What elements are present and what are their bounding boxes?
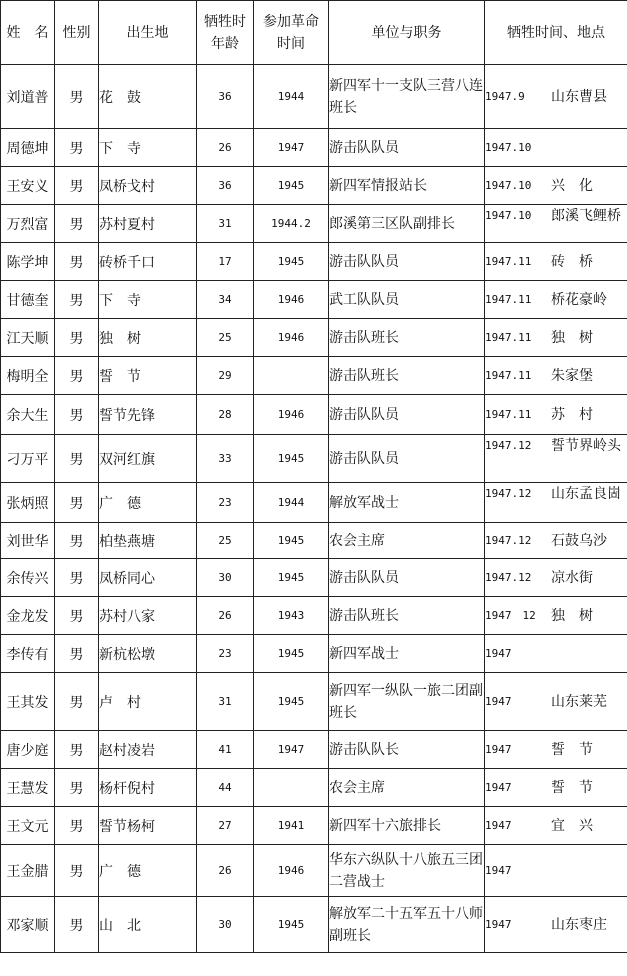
cell-join: 1945 — [254, 435, 329, 483]
death-time: 1947.10 — [485, 178, 532, 192]
table-row — [1, 243, 627, 281]
cell-join: 1941 — [254, 807, 329, 845]
cell-name: 王其发 — [1, 673, 55, 731]
cell-join: 1947 — [254, 129, 329, 167]
cell-death — [485, 435, 627, 483]
cell-join — [254, 357, 329, 395]
cell-sex: 男 — [55, 319, 99, 357]
table-row — [1, 523, 627, 559]
cell-unit: 郎溪第三区队副排长 — [329, 205, 485, 243]
cell-birthplace: 誓节先锋 — [99, 395, 197, 435]
death-place: 山东曹县 — [551, 88, 607, 105]
cell-age: 36 — [197, 167, 254, 205]
death-time: 1947 — [485, 917, 512, 931]
cell-age: 27 — [197, 807, 254, 845]
death-time: 1947.9 — [485, 89, 525, 103]
cell-birthplace: 砖桥千口 — [99, 243, 197, 281]
cell-join: 1946 — [254, 395, 329, 435]
death-place: 凉水街 — [551, 569, 593, 586]
death-time: 1947 — [485, 742, 512, 756]
header-join-line2: 时间 — [277, 35, 305, 52]
cell-death — [485, 129, 627, 167]
cell-sex: 男 — [55, 807, 99, 845]
cell-age: 31 — [197, 205, 254, 243]
death-time: 1947 — [485, 863, 512, 877]
cell-name: 张炳照 — [1, 483, 55, 523]
death-place: 山东莱芜 — [551, 693, 607, 710]
cell-name: 唐少庭 — [1, 731, 55, 769]
death-place: 苏 村 — [551, 406, 593, 423]
death-place: 石鼓乌沙 — [551, 532, 607, 549]
death-place: 宜 兴 — [551, 817, 593, 834]
cell-unit: 新四军情报站长 — [329, 167, 485, 205]
cell-death — [485, 559, 627, 597]
cell-unit: 华东六纵队十八旅五三团二营战士 — [329, 845, 485, 897]
cell-name: 余大生 — [1, 395, 55, 435]
cell-death — [485, 635, 627, 673]
cell-birthplace: 赵村凌岩 — [99, 731, 197, 769]
cell-age: 33 — [197, 435, 254, 483]
death-place: 砖 桥 — [551, 253, 593, 270]
cell-death — [485, 897, 627, 953]
cell-unit: 游击队队员 — [329, 243, 485, 281]
table-row — [1, 281, 627, 319]
cell-birthplace: 凤桥戈村 — [99, 167, 197, 205]
cell-age: 23 — [197, 483, 254, 523]
cell-unit: 游击队队员 — [329, 395, 485, 435]
cell-age: 30 — [197, 897, 254, 953]
cell-name: 刁万平 — [1, 435, 55, 483]
cell-birthplace: 下 寺 — [99, 129, 197, 167]
cell-name: 金龙发 — [1, 597, 55, 635]
header-name: 姓 名 — [1, 1, 55, 65]
cell-death — [485, 319, 627, 357]
cell-birthplace: 誓 节 — [99, 357, 197, 395]
cell-unit: 农会主席 — [329, 523, 485, 559]
cell-age: 26 — [197, 597, 254, 635]
cell-sex: 男 — [55, 635, 99, 673]
header-age — [197, 1, 254, 65]
death-time: 1947.12 — [485, 487, 532, 500]
cell-age: 17 — [197, 243, 254, 281]
cell-unit: 武工队队员 — [329, 281, 485, 319]
cell-death — [485, 395, 627, 435]
cell-sex: 男 — [55, 129, 99, 167]
cell-age: 31 — [197, 673, 254, 731]
cell-join: 1946 — [254, 845, 329, 897]
cell-birthplace: 山 北 — [99, 897, 197, 953]
cell-name: 万烈富 — [1, 205, 55, 243]
cell-name: 陈学坤 — [1, 243, 55, 281]
cell-sex: 男 — [55, 897, 99, 953]
cell-unit: 新四军战士 — [329, 635, 485, 673]
cell-join: 1946 — [254, 319, 329, 357]
death-time: 1947.10 — [485, 209, 532, 222]
header-age-line2: 年龄 — [211, 35, 239, 52]
cell-unit: 新四军一纵队一旅二团副班长 — [329, 673, 485, 731]
cell-sex: 男 — [55, 243, 99, 281]
cell-sex: 男 — [55, 559, 99, 597]
cell-join: 1945 — [254, 559, 329, 597]
death-place: 誓 节 — [551, 741, 593, 758]
cell-birthplace: 凤桥同心 — [99, 559, 197, 597]
cell-join: 1944.2 — [254, 205, 329, 243]
cell-age: 28 — [197, 395, 254, 435]
table-row — [1, 357, 627, 395]
table-row — [1, 635, 627, 673]
death-time: 1947 — [485, 646, 512, 660]
cell-death — [485, 243, 627, 281]
cell-join: 1945 — [254, 167, 329, 205]
cell-death — [485, 65, 627, 129]
cell-age: 41 — [197, 731, 254, 769]
cell-birthplace: 花 鼓 — [99, 65, 197, 129]
cell-name: 甘德奎 — [1, 281, 55, 319]
header-sex: 性别 — [55, 1, 99, 65]
cell-join: 1945 — [254, 635, 329, 673]
death-place: 山东孟良崮 — [551, 486, 621, 502]
cell-death — [485, 845, 627, 897]
cell-name: 邓家顺 — [1, 897, 55, 953]
cell-birthplace: 杨杆倪村 — [99, 769, 197, 807]
cell-join: 1945 — [254, 243, 329, 281]
cell-join: 1944 — [254, 483, 329, 523]
cell-birthplace: 苏村八家 — [99, 597, 197, 635]
table-row — [1, 483, 627, 523]
cell-join: 1943 — [254, 597, 329, 635]
cell-join: 1947 — [254, 731, 329, 769]
table-row — [1, 807, 627, 845]
cell-birthplace: 双河红旗 — [99, 435, 197, 483]
cell-birthplace: 广 德 — [99, 483, 197, 523]
death-place: 誓 节 — [551, 779, 593, 796]
cell-age: 25 — [197, 319, 254, 357]
cell-unit: 农会主席 — [329, 769, 485, 807]
death-time: 1947.10 — [485, 140, 532, 154]
header-death: 牺牲时间、地点 — [485, 1, 627, 65]
death-place: 独 树 — [551, 607, 593, 624]
cell-birthplace: 下 寺 — [99, 281, 197, 319]
cell-sex: 男 — [55, 731, 99, 769]
cell-join: 1944 — [254, 65, 329, 129]
cell-sex: 男 — [55, 845, 99, 897]
cell-age: 30 — [197, 559, 254, 597]
cell-unit: 游击队班长 — [329, 597, 485, 635]
cell-sex: 男 — [55, 205, 99, 243]
cell-sex: 男 — [55, 597, 99, 635]
death-time: 1947 12 — [485, 608, 536, 622]
cell-unit: 游击队队长 — [329, 731, 485, 769]
header-join — [254, 1, 329, 65]
cell-unit: 游击队队员 — [329, 129, 485, 167]
cell-age: 26 — [197, 129, 254, 167]
cell-name: 梅明全 — [1, 357, 55, 395]
table-row — [1, 319, 627, 357]
cell-sex: 男 — [55, 65, 99, 129]
death-time: 1947.12 — [485, 533, 532, 547]
cell-death — [485, 167, 627, 205]
cell-death — [485, 205, 627, 243]
cell-join: 1945 — [254, 523, 329, 559]
death-time: 1947.11 — [485, 368, 532, 382]
cell-death — [485, 673, 627, 731]
death-place: 山东枣庄 — [551, 916, 607, 933]
cell-unit: 游击队队员 — [329, 435, 485, 483]
cell-death — [485, 523, 627, 559]
cell-sex: 男 — [55, 167, 99, 205]
cell-birthplace: 卢 村 — [99, 673, 197, 731]
cell-age: 29 — [197, 357, 254, 395]
cell-name: 余传兴 — [1, 559, 55, 597]
cell-name: 江天顺 — [1, 319, 55, 357]
cell-join: 1945 — [254, 673, 329, 731]
cell-sex: 男 — [55, 769, 99, 807]
death-time: 1947.12 — [485, 570, 532, 584]
cell-name: 王慧发 — [1, 769, 55, 807]
cell-join: 1945 — [254, 897, 329, 953]
cell-birthplace: 新杭松墩 — [99, 635, 197, 673]
death-place: 郎溪飞鲤桥 — [551, 208, 621, 224]
cell-sex: 男 — [55, 395, 99, 435]
header-unit: 单位与职务 — [329, 1, 485, 65]
cell-death — [485, 731, 627, 769]
cell-birthplace: 柏垫燕塘 — [99, 523, 197, 559]
cell-unit: 游击队班长 — [329, 319, 485, 357]
death-time: 1947.12 — [485, 439, 532, 452]
cell-age: 25 — [197, 523, 254, 559]
cell-death — [485, 597, 627, 635]
cell-death — [485, 769, 627, 807]
table-row — [1, 673, 627, 731]
table-row — [1, 731, 627, 769]
cell-sex: 男 — [55, 435, 99, 483]
cell-name: 王安义 — [1, 167, 55, 205]
cell-join: 1946 — [254, 281, 329, 319]
cell-name: 周德坤 — [1, 129, 55, 167]
cell-sex: 男 — [55, 483, 99, 523]
death-time: 1947.11 — [485, 292, 532, 306]
cell-death — [485, 357, 627, 395]
table-row — [1, 435, 627, 483]
cell-name: 王文元 — [1, 807, 55, 845]
cell-age: 34 — [197, 281, 254, 319]
death-place: 兴 化 — [551, 177, 593, 194]
cell-name: 王金腊 — [1, 845, 55, 897]
table-row — [1, 769, 627, 807]
cell-death — [485, 483, 627, 523]
cell-age: 26 — [197, 845, 254, 897]
cell-age: 36 — [197, 65, 254, 129]
cell-unit: 解放军战士 — [329, 483, 485, 523]
cell-sex: 男 — [55, 523, 99, 559]
cell-unit: 解放军二十五军五十八师副班长 — [329, 897, 485, 953]
table-row — [1, 167, 627, 205]
table-row — [1, 559, 627, 597]
cell-age: 44 — [197, 769, 254, 807]
death-time: 1947 — [485, 694, 512, 708]
header-birthplace: 出生地 — [99, 1, 197, 65]
cell-age: 23 — [197, 635, 254, 673]
death-place: 桥花豪岭 — [551, 291, 607, 308]
cell-death — [485, 281, 627, 319]
header-join-line1: 参加革命 — [263, 13, 319, 30]
table-row — [1, 597, 627, 635]
death-place: 朱家堡 — [551, 367, 593, 384]
cell-death — [485, 807, 627, 845]
cell-unit: 游击队队员 — [329, 559, 485, 597]
table-row — [1, 845, 627, 897]
header-age-line1: 牺牲时 — [204, 13, 246, 30]
cell-sex: 男 — [55, 673, 99, 731]
table-row — [1, 395, 627, 435]
cell-name: 刘道普 — [1, 65, 55, 129]
table-row — [1, 65, 627, 129]
cell-birthplace: 苏村夏村 — [99, 205, 197, 243]
cell-sex: 男 — [55, 281, 99, 319]
death-place: 独 树 — [551, 329, 593, 346]
death-place: 誓节界岭头 — [551, 438, 621, 454]
table-row — [1, 205, 627, 243]
death-time: 1947.11 — [485, 254, 532, 268]
death-time: 1947 — [485, 780, 512, 794]
cell-sex: 男 — [55, 357, 99, 395]
cell-join — [254, 769, 329, 807]
death-time: 1947 — [485, 818, 512, 832]
cell-birthplace: 誓节杨柯 — [99, 807, 197, 845]
cell-unit: 新四军十一支队三营八连班长 — [329, 65, 485, 129]
cell-unit: 新四军十六旅排长 — [329, 807, 485, 845]
table-row — [1, 129, 627, 167]
table-row — [1, 897, 627, 953]
cell-birthplace: 独 树 — [99, 319, 197, 357]
cell-unit: 游击队班长 — [329, 357, 485, 395]
cell-name: 李传有 — [1, 635, 55, 673]
cell-name: 刘世华 — [1, 523, 55, 559]
death-time: 1947.11 — [485, 330, 532, 344]
header-row — [1, 1, 627, 65]
death-time: 1947.11 — [485, 407, 532, 421]
cell-birthplace: 广 德 — [99, 845, 197, 897]
